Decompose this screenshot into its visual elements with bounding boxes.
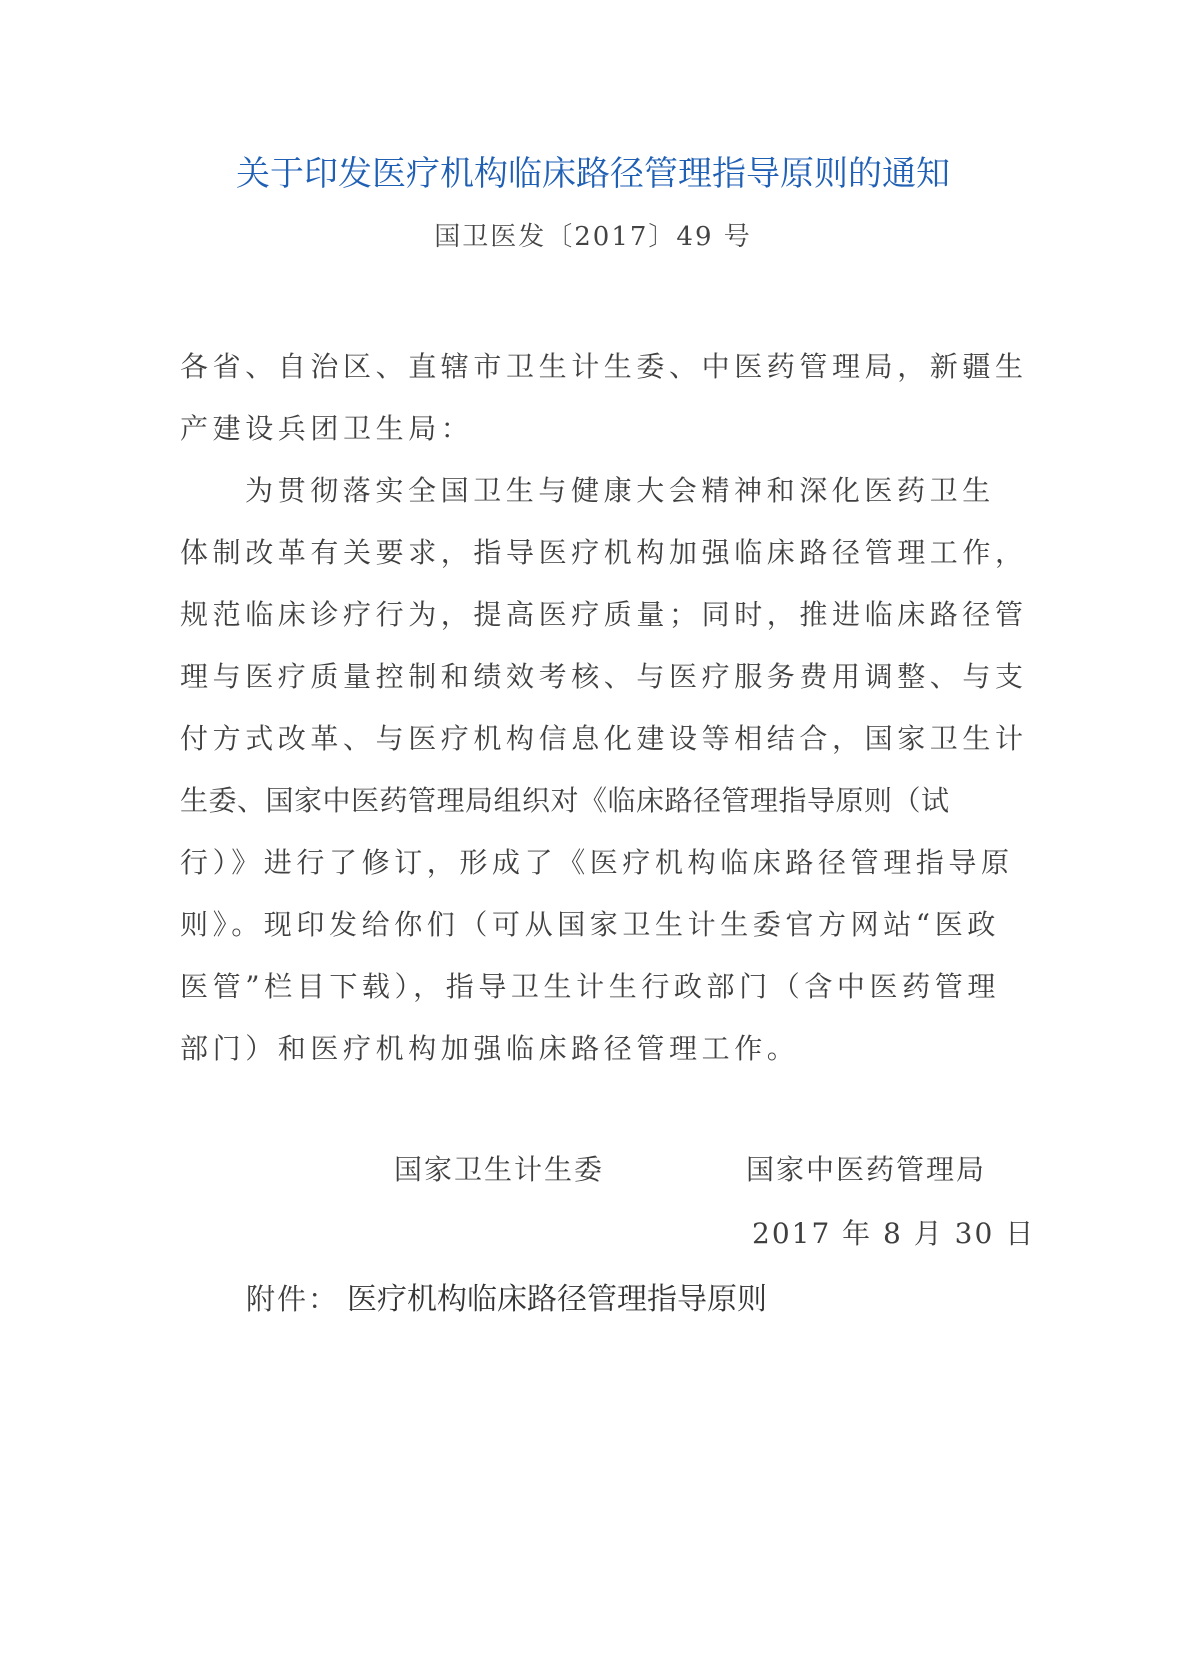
body-line: 部门）和医疗机构加强临床路径管理工作。 <box>180 1032 800 1065</box>
salutation-line: 产建设兵团卫生局： <box>180 412 474 445</box>
attachment-link[interactable]: 医疗机构临床路径管理指导原则 <box>347 1282 768 1317</box>
attachment <box>246 1274 767 1318</box>
signature-right: 国家中医药管理局 <box>746 1153 987 1186</box>
signature-left: 国家卫生计生委 <box>394 1153 605 1186</box>
salutation-line: 各省、自治区、直辖市卫生计生委、中医药管理局，新疆生 <box>180 350 1028 383</box>
body-line: 付方式改革、与医疗机构信息化建设等相结合，国家卫生计 <box>180 722 1028 755</box>
body-line: 医管”栏目下载），指导卫生计生行政部门（含中医药管理 <box>180 970 1000 1003</box>
body-line: 则》。现印发给你们（可从国家卫生计生委官方网站“医政 <box>180 908 1000 941</box>
attachment-label: 附件： <box>246 1282 340 1316</box>
document-number: 国卫医发〔2017〕49 号 <box>434 222 752 252</box>
body-paragraph <box>180 460 1028 1080</box>
body-line: 为贯彻落实全国卫生与健康大会精神和深化医药卫生 <box>245 474 995 507</box>
body-line: 规范临床诊疗行为，提高医疗质量；同时，推进临床路径管 <box>180 598 1028 631</box>
body-line: 行）》进行了修订，形成了《医疗机构临床路径管理指导原 <box>180 846 1014 879</box>
issue-date: 2017 年 8 月 30 日 <box>752 1217 1036 1250</box>
body-line: 理与医疗质量控制和绩效考核、与医疗服务费用调整、与支 <box>180 660 1028 693</box>
document-title: 关于印发医疗机构临床路径管理指导原则的通知 <box>236 154 950 194</box>
body-line: 体制改革有关要求，指导医疗机构加强临床路径管理工作， <box>180 536 1028 569</box>
body-line: 生委、国家中医药管理局组织对《临床路径管理指导原则（试 <box>180 784 950 817</box>
salutation <box>180 336 1028 460</box>
